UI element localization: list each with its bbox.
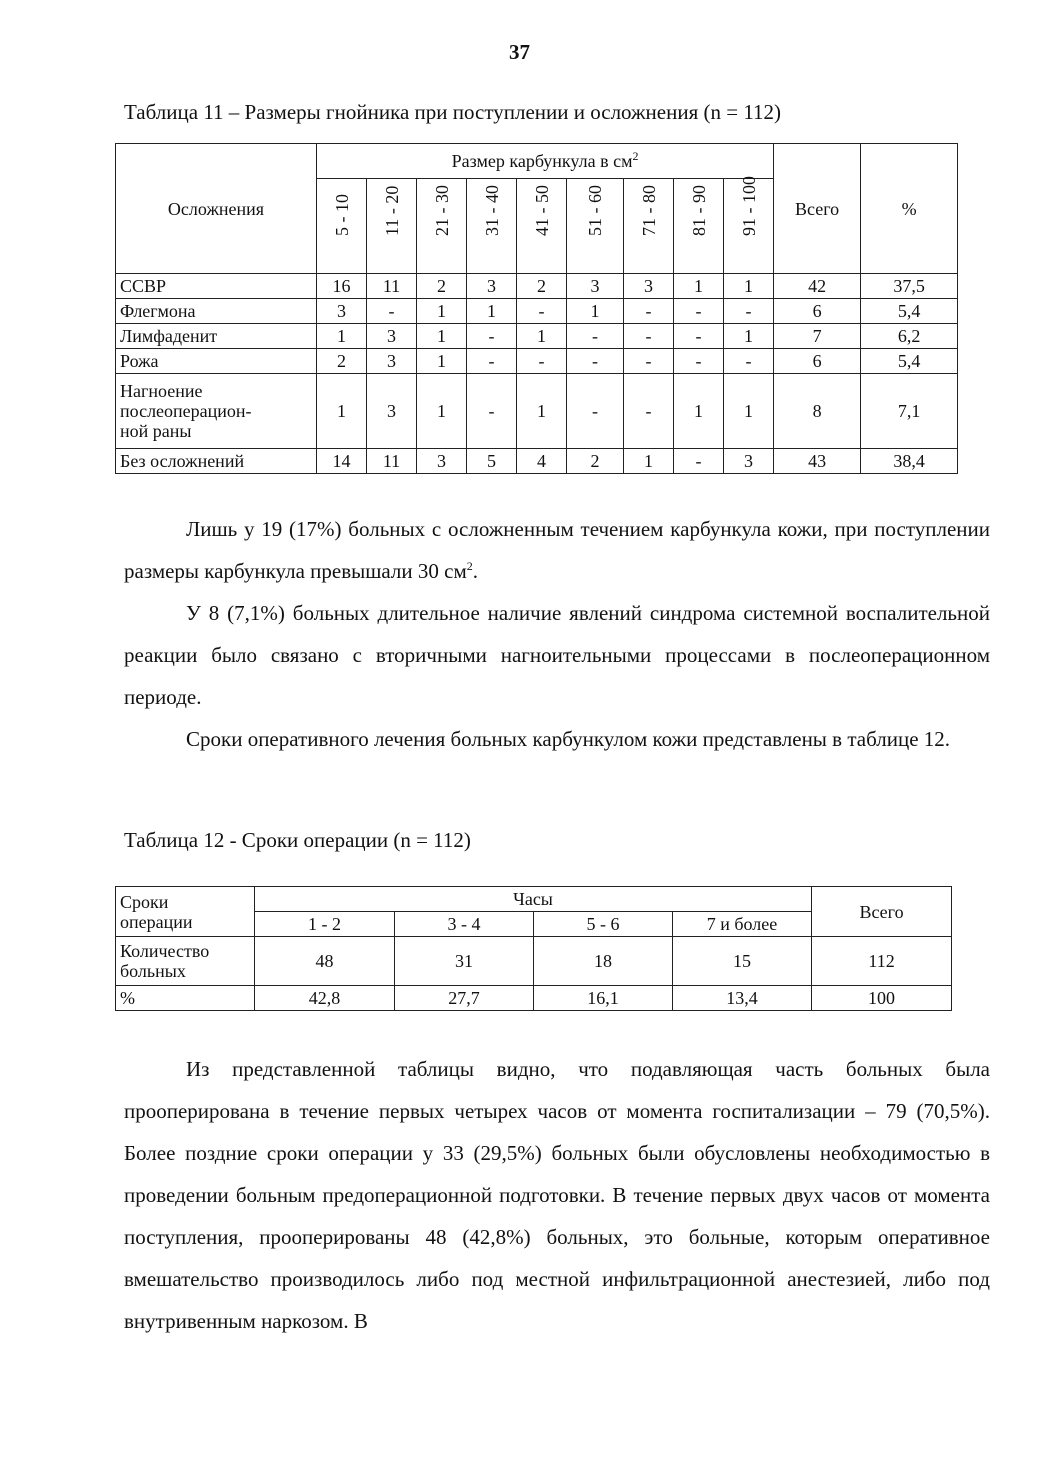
cell: - <box>674 324 724 349</box>
cell: - <box>624 299 674 324</box>
cell: - <box>567 374 624 449</box>
timing-header: Сроки операции <box>116 887 255 937</box>
table-row <box>116 274 958 299</box>
cell: - <box>467 324 517 349</box>
cell: 16,1 <box>534 986 673 1011</box>
row-label: % <box>116 986 255 1011</box>
table12-caption: Таблица 12 - Сроки операции (n = 112) <box>124 828 471 852</box>
row-label: Количество больных <box>116 937 255 986</box>
size-range-header: 5 - 10 <box>317 179 367 274</box>
cell-percent: 38,4 <box>861 449 958 474</box>
cell: 1 <box>417 374 467 449</box>
paragraph-3: Сроки оперативного лечения больных карбункулом кожи представлены в таблице 12. <box>186 727 951 751</box>
size-range-header: 91 - 100 <box>724 179 774 274</box>
paragraph-1: Лишь у 19 (17%) больных с осложненным течением карбункула кожи, при поступлении размеры карбункула превышали 30 $см^2$. У 8 (7,1%) больных длительное наличие явлений синдрома системной воспалительной реакции было связано с вторичными нагноительными процессами в послеоперационном периоде. Сроки оперативного лечения больных карбункулом кожи представлены в таблице 12. <box>124 508 990 760</box>
cell: 1 <box>517 324 567 349</box>
cell: 42,8 <box>255 986 395 1011</box>
cell: 1 <box>624 449 674 474</box>
cell: - <box>467 349 517 374</box>
size-range-header: 71 - 80 <box>624 179 674 274</box>
size-range-header: 11 - 20 <box>367 179 417 274</box>
cell: 2 <box>517 274 567 299</box>
cell: 15 <box>673 937 812 986</box>
table-row <box>116 349 958 374</box>
cell: - <box>367 299 417 324</box>
cell: 48 <box>255 937 395 986</box>
size-range-header: 81 - 90 <box>674 179 724 274</box>
size-range-header: 31 - 40 <box>467 179 517 274</box>
cell: 3 <box>317 299 367 324</box>
paragraph-2: У 8 (7,1%) больных длительное наличие явлений синдрома системной воспалительной реакции было связано с вторичными нагноительными процессами в послеоперационном периоде. <box>124 601 990 709</box>
cell: - <box>567 349 624 374</box>
row-label: Лимфаденит <box>116 324 317 349</box>
cell: 1 <box>674 274 724 299</box>
row-label: Без осложнений <box>116 449 317 474</box>
cell: 4 <box>517 449 567 474</box>
cell-total: 7 <box>774 324 861 349</box>
cell: - <box>624 324 674 349</box>
page-number: 37 <box>509 40 530 64</box>
table-row <box>116 324 958 349</box>
cell: 1 <box>517 374 567 449</box>
cell-total: 8 <box>774 374 861 449</box>
cell: 11 <box>367 449 417 474</box>
cell: 3 <box>567 274 624 299</box>
hour-range-header: 5 - 6 <box>534 912 673 937</box>
cell: 3 <box>367 324 417 349</box>
cell: - <box>674 349 724 374</box>
table-row <box>116 374 958 449</box>
cell-total: 100 <box>812 986 952 1011</box>
cell: 13,4 <box>673 986 812 1011</box>
size-range-header: 21 - 30 <box>417 179 467 274</box>
table-row <box>116 449 958 474</box>
cell-percent: 7,1 <box>861 374 958 449</box>
cell: 1 <box>467 299 517 324</box>
size-group-header: Размер карбункула в $см^2$ <box>317 144 774 179</box>
cell: - <box>674 299 724 324</box>
row-label: Флегмона <box>116 299 317 324</box>
cell: 16 <box>317 274 367 299</box>
cell: 3 <box>417 449 467 474</box>
total-header: Всего <box>812 887 952 937</box>
cell: 1 <box>417 349 467 374</box>
cell: - <box>517 299 567 324</box>
cell: - <box>674 449 724 474</box>
cell: 1 <box>724 324 774 349</box>
cell: 1 <box>417 299 467 324</box>
row-label: ССВР <box>116 274 317 299</box>
table-row <box>116 986 952 1011</box>
cell: 1 <box>724 374 774 449</box>
cell: 2 <box>417 274 467 299</box>
cell: 18 <box>534 937 673 986</box>
cell: 1 <box>317 374 367 449</box>
cell: - <box>724 299 774 324</box>
cell: 1 <box>724 274 774 299</box>
cell: 1 <box>674 374 724 449</box>
hour-range-header: 3 - 4 <box>395 912 534 937</box>
cell: - <box>567 324 624 349</box>
cell: 3 <box>624 274 674 299</box>
cell-percent: 37,5 <box>861 274 958 299</box>
hour-range-header: 7 и более <box>673 912 812 937</box>
cell: 31 <box>395 937 534 986</box>
cell: - <box>624 374 674 449</box>
table11-caption: Таблица 11 – Размеры гнойника при поступлении и осложнения (n = 112) <box>124 100 782 124</box>
cell: 3 <box>367 374 417 449</box>
cell: - <box>724 349 774 374</box>
cell-total: 6 <box>774 349 861 374</box>
cell: 3 <box>724 449 774 474</box>
cell-total: 43 <box>774 449 861 474</box>
complications-header: Осложнения <box>116 144 317 274</box>
cell: 3 <box>367 349 417 374</box>
cell: 5 <box>467 449 517 474</box>
row-label: Нагноение послеоперацион- ной раны <box>116 374 317 449</box>
paragraph-4: Из представленной таблицы видно, что подавляющая часть больных была прооперирована в течение первых четырех часов от момента госпитализации – 79 (70,5%). Более поздние сроки операции у 33 (29,5%) больных были обусловлены необходимостью в проведении больным предоперационной подготовки. В течение первых двух часов от момента поступления, прооперированы 48 (42,8%) больных, это больные, которым оперативное вмешательство производилось либо под местной инфильтрационной анестезией, либо под внутривенным наркозом. В <box>124 1057 990 1333</box>
cell-total: 112 <box>812 937 952 986</box>
table-row <box>116 937 952 986</box>
cell-percent: 6,2 <box>861 324 958 349</box>
cell-percent: 5,4 <box>861 349 958 374</box>
table-row <box>116 299 958 324</box>
cell-total: 42 <box>774 274 861 299</box>
total-header: Всего <box>774 144 861 274</box>
cell: 27,7 <box>395 986 534 1011</box>
size-range-header: 41 - 50 <box>517 179 567 274</box>
row-label: Рожа <box>116 349 317 374</box>
table12 <box>115 886 952 1011</box>
percent-header: % <box>861 144 958 274</box>
table11 <box>115 143 958 474</box>
cell: 1 <box>567 299 624 324</box>
cell: 2 <box>567 449 624 474</box>
cell: 1 <box>417 324 467 349</box>
cell: 3 <box>467 274 517 299</box>
cell-total: 6 <box>774 299 861 324</box>
cell: 11 <box>367 274 417 299</box>
cell: 1 <box>317 324 367 349</box>
size-range-header: 51 - 60 <box>567 179 624 274</box>
cell: - <box>517 349 567 374</box>
cell: 2 <box>317 349 367 374</box>
hours-header: Часы <box>255 887 812 912</box>
cell: - <box>467 374 517 449</box>
cell: - <box>624 349 674 374</box>
cell-percent: 5,4 <box>861 299 958 324</box>
cell: 14 <box>317 449 367 474</box>
hour-range-header: 1 - 2 <box>255 912 395 937</box>
